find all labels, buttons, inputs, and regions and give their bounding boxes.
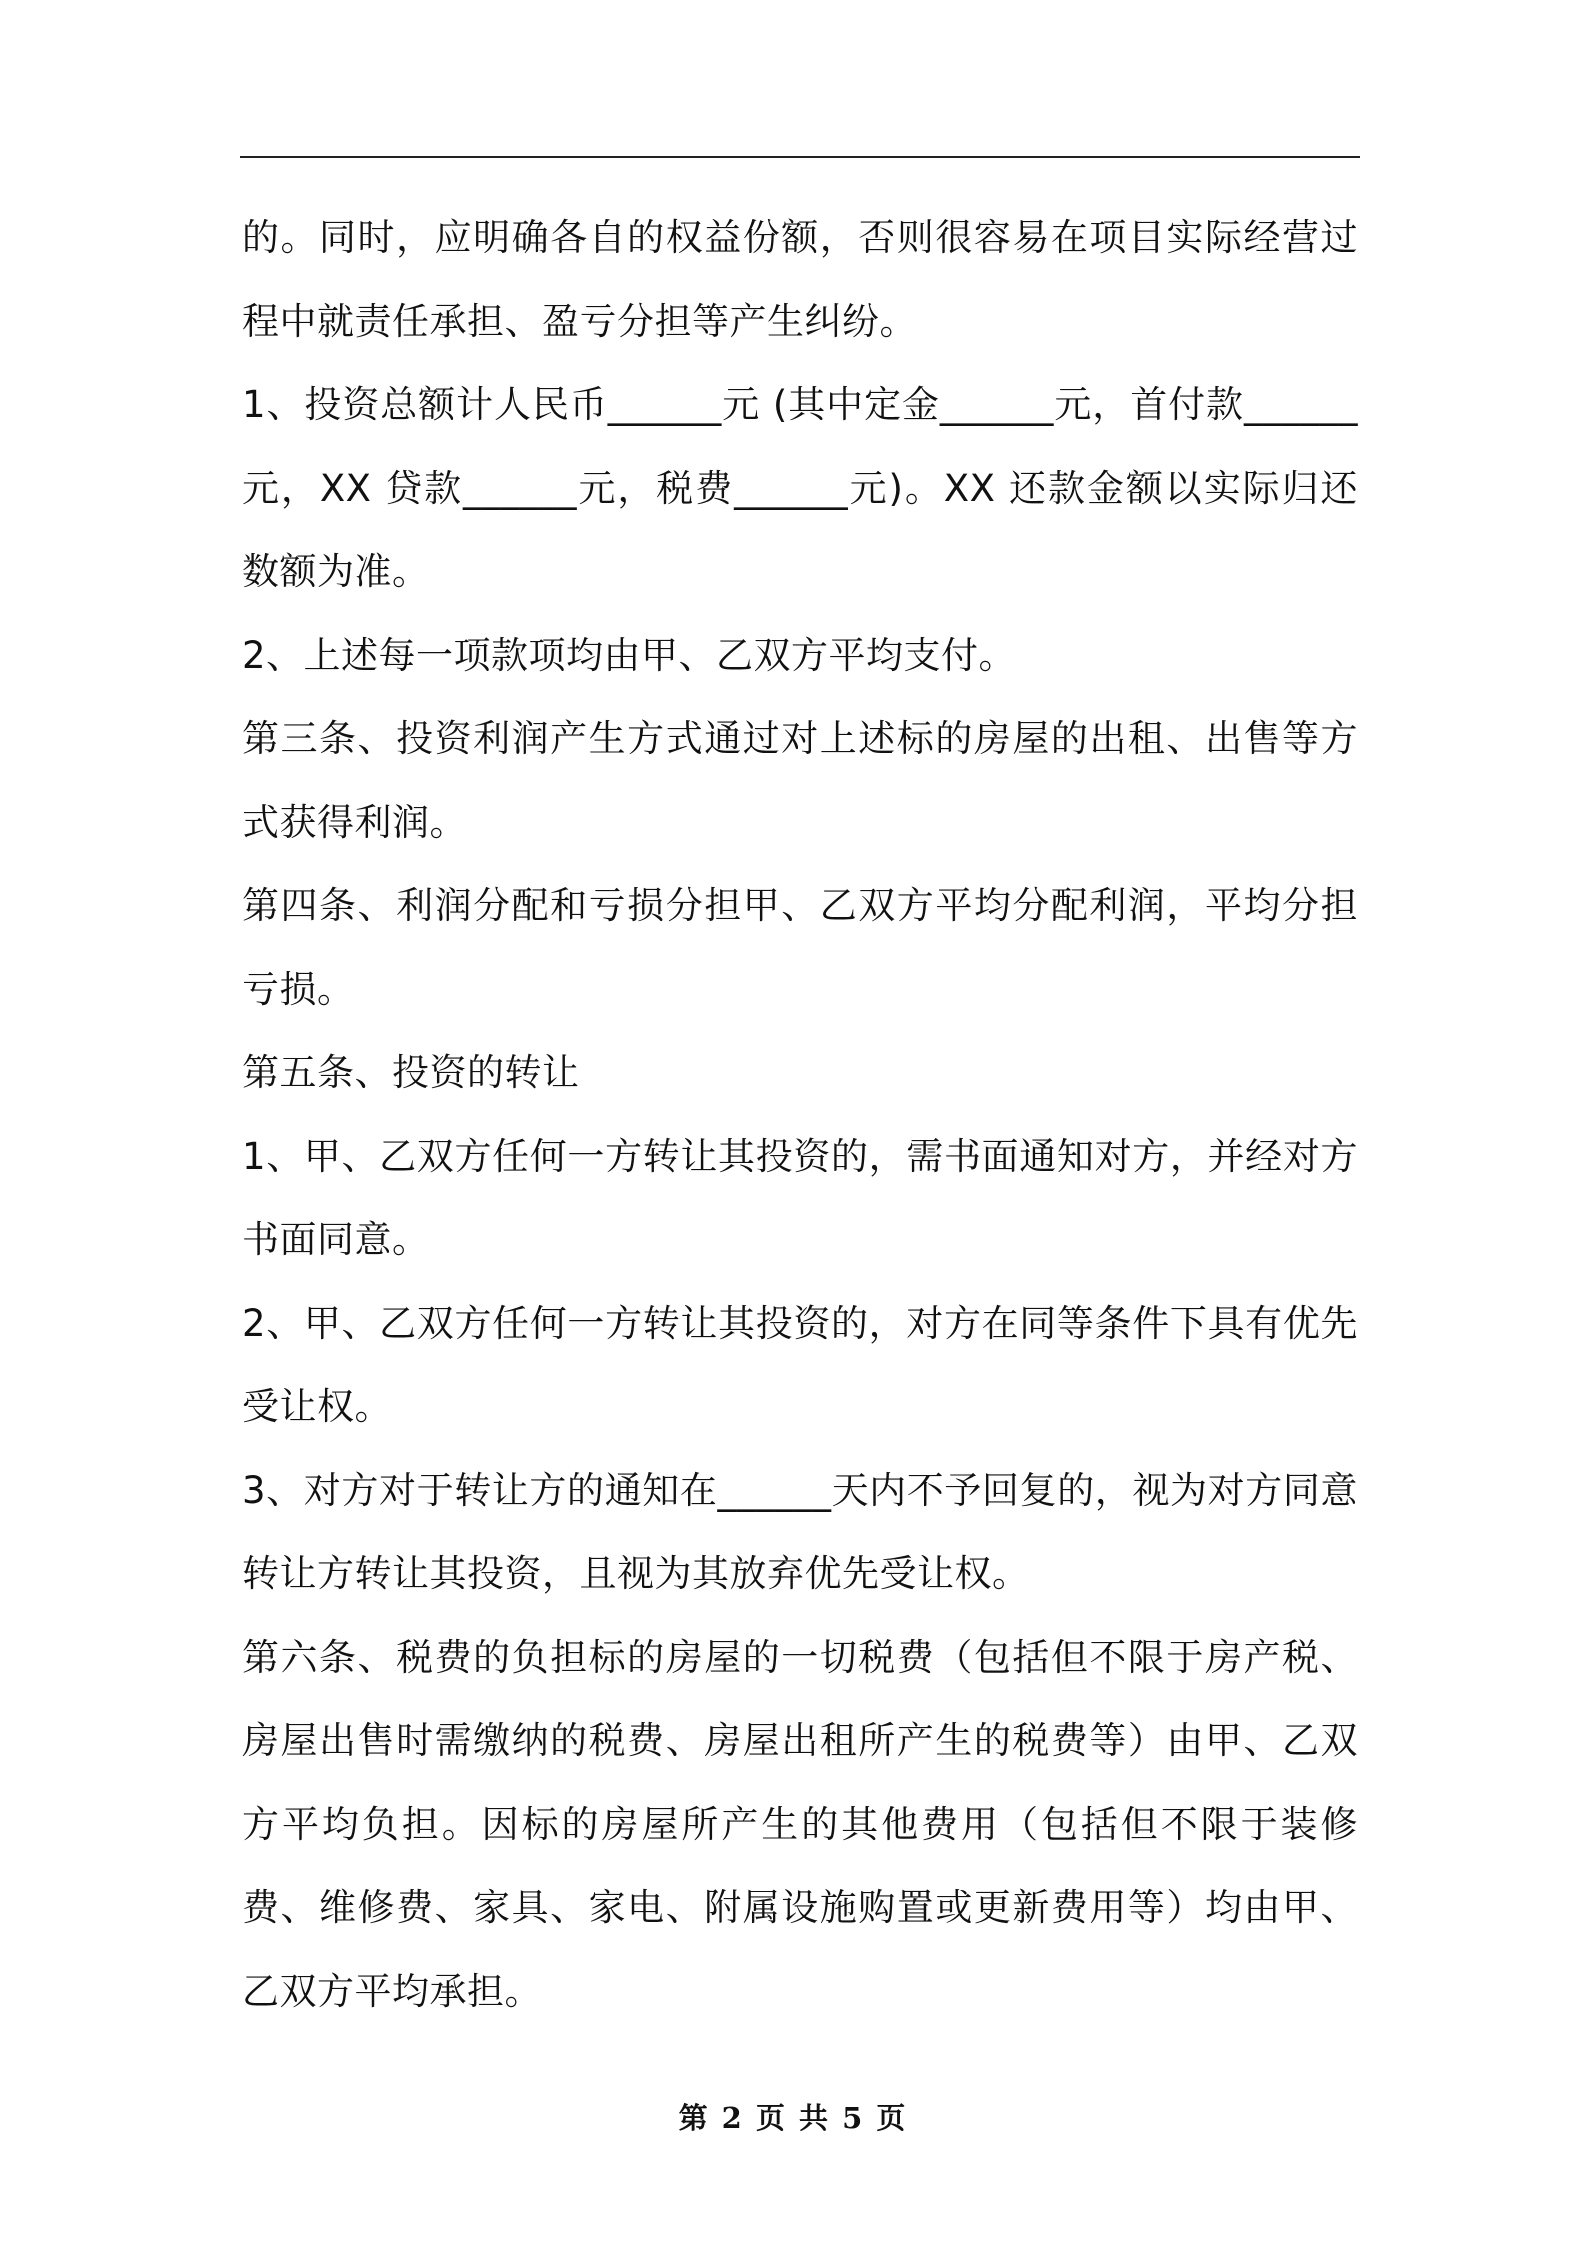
paragraph-article-4: 第四条、利润分配和亏损分担甲、乙双方平均分配利润，平均分担亏损。	[242, 884, 1358, 1011]
paragraph-continuation: 的。同时，应明确各自的权益份额，否则很容易在项目实际经营过程中就责任承担、盈亏分担等产生纠纷。	[242, 216, 1358, 343]
paragraph-article-6: 第六条、税费的负担标的房屋的一切税费（包括但不限于房产税、房屋出售时需缴纳的税费、房屋出租所产生的税费等）由甲、乙双方平均负担。因标的房屋所产生的其他费用（包括但不限于装修费、维修费、家具、家电、附属设施购置或更新费用等）均由甲、乙双方平均承担。	[242, 1635, 1358, 2013]
document-body	[242, 196, 1358, 2033]
paragraph-payment-split: 2、上述每一项款项均由甲、乙双方平均支付。	[242, 633, 1017, 677]
paragraph-transfer-reply: 3、对方对于转让方的通知在______天内不予回复的，视为对方同意转让方转让其投资，且视为其放弃优先受让权。	[242, 1468, 1358, 1595]
paragraph-transfer-notice: 1、甲、乙双方任何一方转让其投资的，需书面通知对方，并经对方书面同意。	[242, 1134, 1358, 1261]
paragraph-investment-total: 1、投资总额计人民币______元 (其中定金______元，首付款______元，XX 贷款______元，税费______元)。XX 还款金额以实际归还数额为准。	[242, 383, 1358, 593]
paragraph-article-3: 第三条、投资利润产生方式通过对上述标的房屋的出租、出售等方式获得利润。	[242, 717, 1358, 844]
header-rule	[240, 156, 1360, 158]
paragraph-transfer-priority: 2、甲、乙双方任何一方转让其投资的，对方在同等条件下具有优先受让权。	[242, 1301, 1358, 1428]
page-number: 第 2 页 共 5 页	[678, 2101, 908, 2135]
paragraph-article-5-heading: 第五条、投资的转让	[242, 1051, 580, 1094]
